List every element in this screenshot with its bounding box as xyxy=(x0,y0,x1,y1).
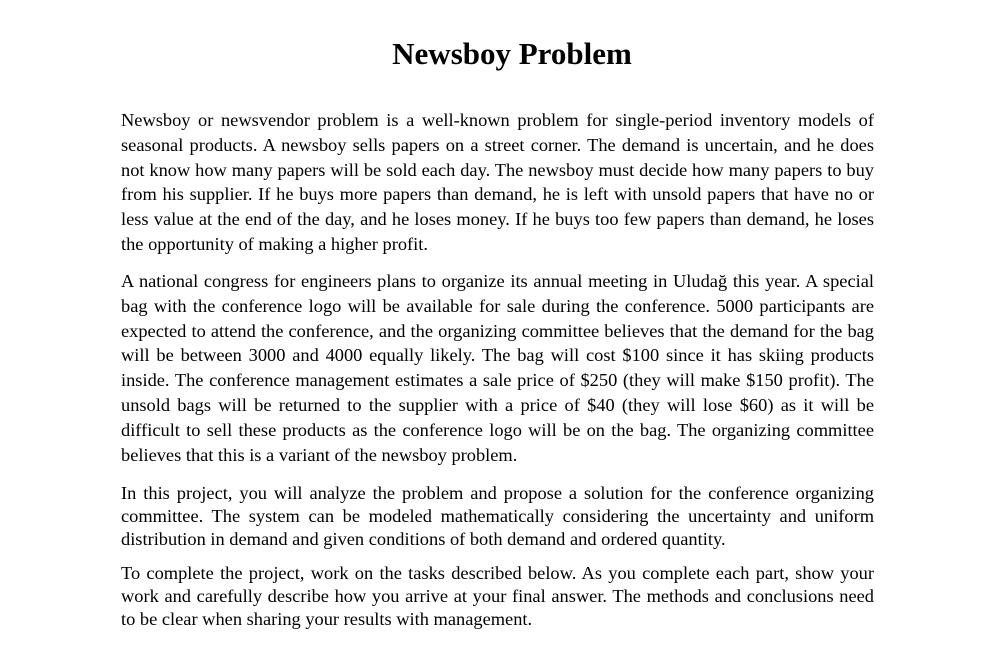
paragraph-newsboy-definition: Newsboy or newsvendor problem is a well-known problem for single-period inventory models of seasonal products. A newsboy sells papers on a street corner. The demand is uncertain, and he does not know how many papers will be sold each day. The newsboy must decide how many papers to buy from his supplier. If he buys more papers than demand, he is left with unsold papers that have no or less value at the end of the day, and he loses money. If he buys too few papers than demand, he loses the opportunity of making a higher profit. xyxy=(121,110,874,254)
paragraph-project-description: In this project, you will analyze the problem and propose a solution for the conference organizing committee. The system can be modeled mathematically considering the uncertainty and uniform distribution in demand and given conditions of both demand and ordered quantity. xyxy=(121,483,874,549)
paragraph-instructions: To complete the project, work on the tasks described below. As you complete each part, show your work and carefully describe how you arrive at your final answer. The methods and conclusions need to be clear when sharing your results with management. xyxy=(121,563,874,629)
paragraph-conference-scenario: A national congress for engineers plans to organize its annual meeting in Uludağ this year. A special bag with the conference logo will be available for sale during the conference. 5000 participants are expected to attend the conference, and the organizing committee believes that the demand for the bag will be between 3000 and 4000 equally likely. The bag will cost $100 since it has skiing products inside. The conference management estimates a sale price of $250 (they will make $150 profit). The unsold bags will be returned to the supplier with a price of $40 (they will lose $60) as it will be difficult to sell these products as the conference logo will be on the bag. The organizing committee believes that this is a variant of the newsboy problem. xyxy=(121,271,874,465)
document-title: Newsboy Problem xyxy=(392,36,632,71)
